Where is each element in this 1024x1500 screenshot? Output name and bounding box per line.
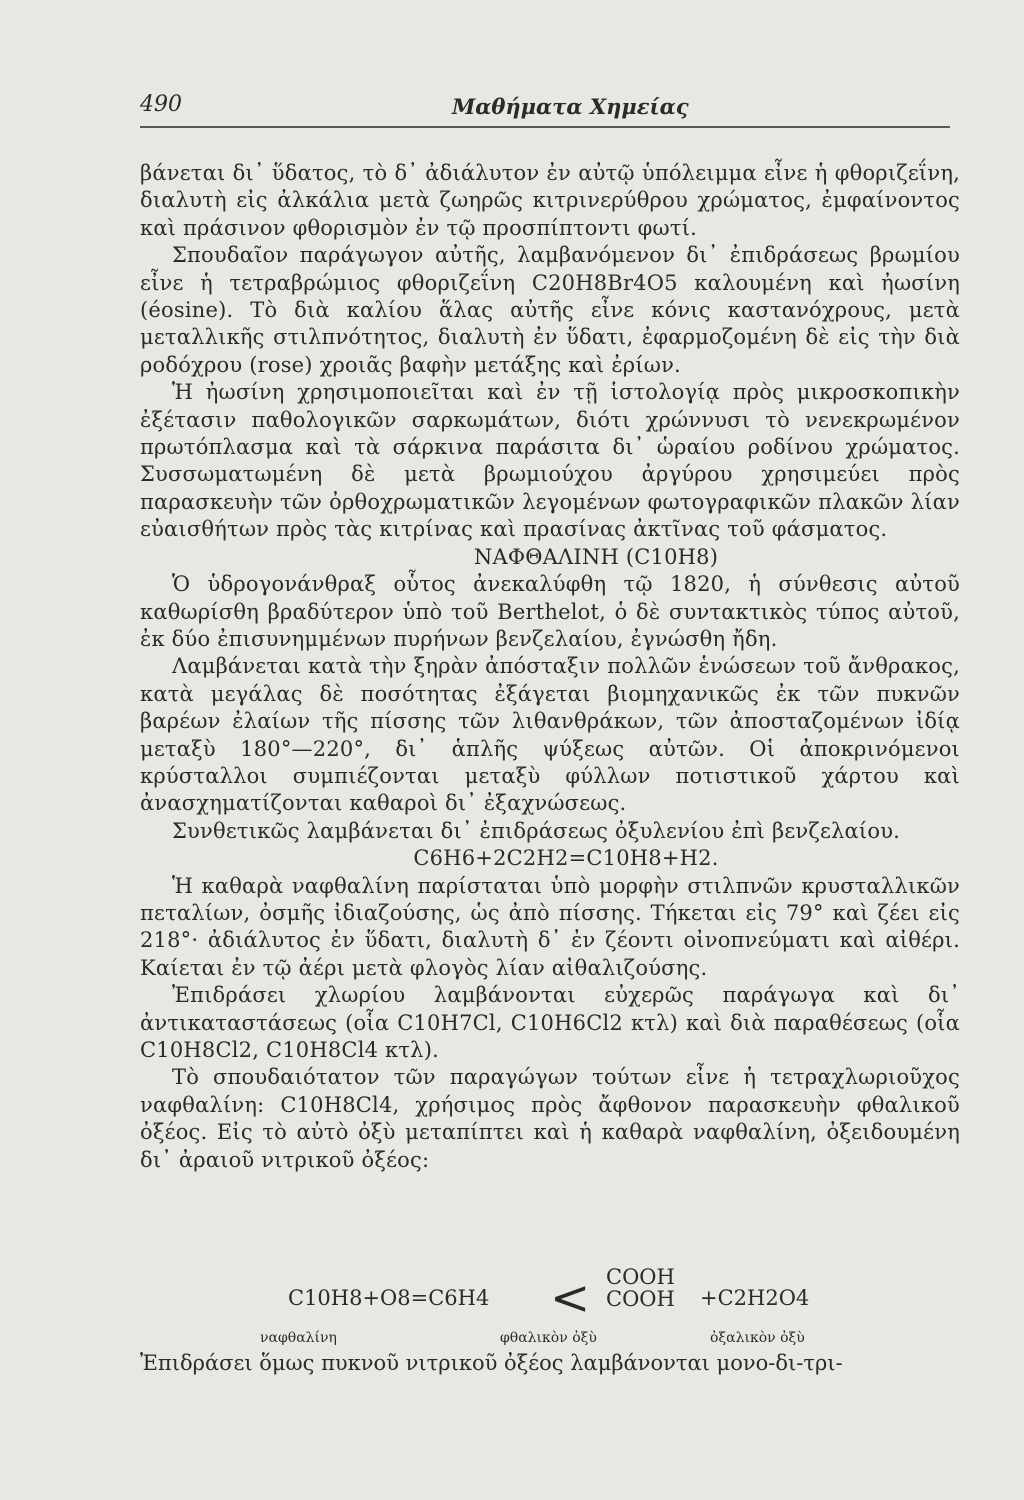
- formula: C6H6+2C2H2=C10H8+H2.: [413, 846, 719, 871]
- page-number: 490: [140, 92, 182, 117]
- reaction-right: +C2H2O4: [700, 1286, 810, 1310]
- paragraph: Σπουδαῖον παράγωγον αὐτῆς, λαμβανόμενον δι᾽ ἐπιδράσεως βρωμίου εἶνε ἡ τετραβρώμιος φθοριζεΐνη C20H8Br4O5 καλουμένη καὶ ἠωσίνη (éosine). Τὸ διὰ καλίου ἅλας αὐτῆς εἶνε κόνις καστανόχρους, μετὰ μεταλλικῆς στιλπνότητος, διαλυτὴ ἐν ὕδατι, ἐφαρμοζομένη δὲ εἰς τὴν διὰ ροδόχρου (rose) χροιᾶς βαφὴν μετάξης καὶ ἐρίων.: [140, 243, 960, 377]
- page-header: [140, 92, 950, 126]
- last-line: Ἐπιδράσει ὅμως πυκνοῦ νιτρικοῦ ὀξέος λαμβάνονται μονο-δι-τρι-: [140, 1351, 843, 1375]
- body-text: [140, 160, 960, 1174]
- section-heading: ΝΑΦΘΑΛΙΝΗ (C10H8): [473, 544, 719, 569]
- paragraph: βάνεται δι᾽ ὕδατος, τὸ δ᾽ ἀδιάλυτον ἐν αὐτῷ ὑπόλειμμα εἶνε ἡ φθοριζεΐνη, διαλυτὴ εἰς ἀλκάλια μετὰ ζωηρῶς κιτρινερύθρου χρώματος, ἐμφαίνοντος καὶ πράσινον φθορισμὸν ἐν τῷ προσπίπτοντι φωτί.: [140, 161, 960, 240]
- paragraph: Ἐπιδράσει χλωρίου λαμβάνονται εὐχερῶς παράγωγα καὶ δι᾽ ἀντικαταστάσεως (οἷα C10H7Cl, C10H6Cl2 κτλ) καὶ διὰ παραθέσεως (οἷα C10H8Cl2, C10H8Cl4 κτλ).: [140, 983, 960, 1062]
- paragraph: Ἡ ἠωσίνη χρησιμοποιεῖται καὶ ἐν τῇ ἱστολογίᾳ πρὸς μικροσκοπικὴν ἐξέτασιν παθολογικῶν σαρκωμάτων, διότι χρώννυσι τὸ νενεκρωμένον πρωτόπλασμα καὶ τὰ σάρκινα παράσιτα δι᾽ ὡραίου ροδίνου χρώματος. Συσσωματωμένη δὲ μετὰ βρωμιούχου ἀργύρου χρησιμεύει πρὸς παρασκευὴν τῶν ὀρθοχρωματικῶν λεγομένων φωτογραφικῶν πλακῶν λίαν εὐαισθήτων πρὸς τὰς κιτρίνας καὶ πρασίνας ἀκτῖνας τοῦ φάσματος.: [140, 380, 960, 542]
- reaction-stack: [606, 1266, 675, 1310]
- label-phthalic: φθαλικὸν ὀξὺ: [500, 1330, 597, 1346]
- oxidation-reaction: [140, 1262, 960, 1332]
- paragraph: Συνθετικῶς λαμβάνεται δι᾽ ἐπιδράσεως ὀξυλενίου ἐπὶ βενζελαίου.: [172, 818, 901, 843]
- reaction-left: C10H8+O8=C6H4: [288, 1286, 490, 1310]
- reaction-angle: <: [550, 1270, 591, 1326]
- reaction-labels: [140, 1330, 960, 1350]
- label-oxalic: ὀξαλικὸν ὀξὺ: [710, 1330, 805, 1346]
- paragraph: Τὸ σπουδαιότατον τῶν παραγώγων τούτων εἶνε ἡ τετραχλωριοῦχος ναφθαλίνη: C10H8Cl4, χρήσιμος πρὸς ἄφθονον παρασκευὴν φθαλικοῦ ὀξέος. Εἰς τὸ αὐτὸ ὀξὺ μεταπίπτει καὶ ἡ καθαρὰ ναφθαλίνη, ὀξειδουμένη δι᾽ ἀραιοῦ νιτρικοῦ ὀξέος:: [140, 1065, 960, 1172]
- reaction-bottom: COOH: [606, 1287, 675, 1311]
- header-rule: [140, 126, 950, 128]
- reaction-top: COOH: [606, 1265, 675, 1289]
- paragraph: Λαμβάνεται κατὰ τὴν ξηρὰν ἀπόσταξιν πολλῶν ἑνώσεων τοῦ ἄνθρακος, κατὰ μεγάλας δὲ ποσότητας ἐξάγεται βιομηχανικῶς ἐκ τῶν πυκνῶν βαρέων ἐλαίων τῆς πίσσης τῶν λιθανθράκων, τῶν ἀποσταζομένων ἰδίᾳ μεταξὺ 180°—220°, δι᾽ ἁπλῆς ψύξεως αὐτῶν. Οἱ ἀποκρινόμενοι κρύσταλλοι συμπιέζονται μεταξὺ φύλλων ποτιστικοῦ χάρτου καὶ ἀνασχηματίζονται καθαροὶ δι᾽ ἐξαχνώσεως.: [140, 654, 960, 816]
- running-title: Μαθήματα Χημείας: [452, 94, 689, 119]
- paragraph: Ἡ καθαρὰ ναφθαλίνη παρίσταται ὑπὸ μορφὴν στιλπνῶν κρυσταλλικῶν πεταλίων, ὀσμῆς ἰδιαζούσης, ὡς ἀπὸ πίσσης. Τήκεται εἰς 79° καὶ ζέει εἰς 218°· ἀδιάλυτος ἐν ὕδατι, διαλυτὴ δ᾽ ἐν ζέοντι οἰνοπνεύματι καὶ αἰθέρι. Καίεται ἐν τῷ ἀέρι μετὰ φλογὸς λίαν αἰθαλιζούσης.: [140, 873, 960, 980]
- label-naphthalene: ναφθαλίνη: [260, 1330, 337, 1346]
- paragraph: Ὁ ὑδρογονάνθραξ οὗτος ἀνεκαλύφθη τῷ 1820, ἡ σύνθεσις αὐτοῦ καθωρίσθη βραδύτερον ὑπὸ τοῦ Berthelot, ὁ δὲ συντακτικὸς τύπος αὐτοῦ, ἐκ δύο ἐπισυνημμένων πυρήνων βενζελαίου, ἐγνώσθη ἤδη.: [140, 572, 960, 651]
